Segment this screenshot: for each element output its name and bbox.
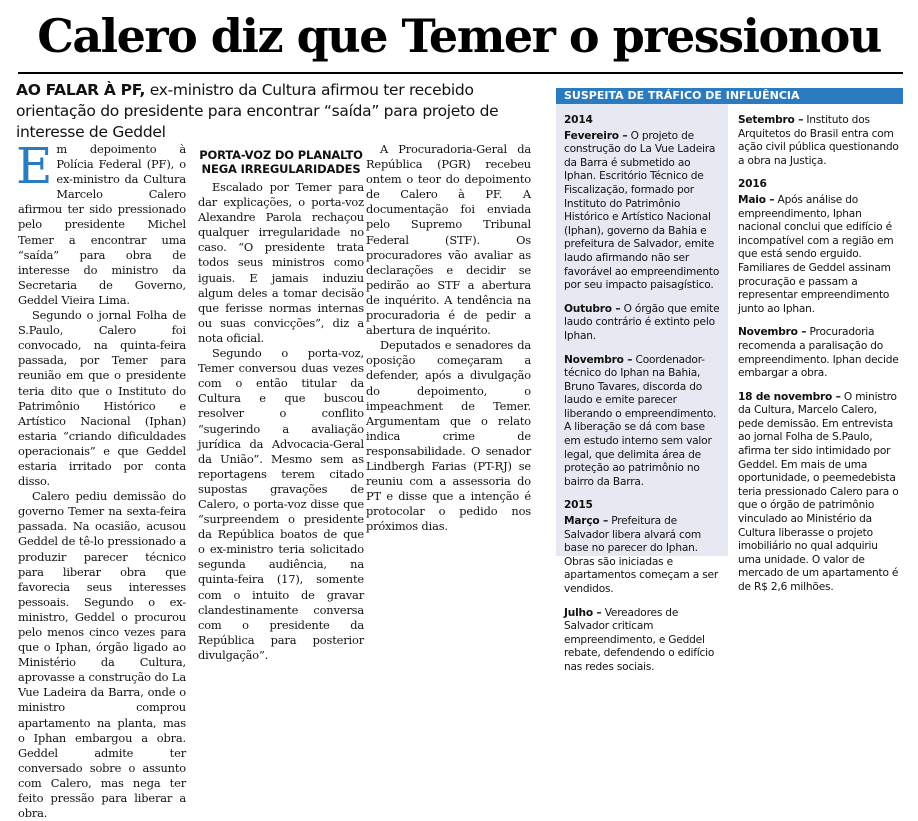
timeline-year-2016: 2016 — [738, 178, 767, 191]
timeline-entry — [564, 130, 720, 293]
article-paragraph-3: Calero pediu demissão do governo Temer na sexta-feira passada. Na ocasião, acusou Geddel de tê-lo pressionado a produzir parecer técnico para liberar obra que favorecia seus interesses pessoais. Segundo o ex-ministro, Geddel o procurou pelo menos cinco vezes para que o Iphan, órgão ligado ao Ministério da Cultura, aprovasse a construção do La Vue Ladeira da Barra, onde o ministro comprou apartamento na planta, mas o Iphan embargou a obra. Geddel admite ter conversado sobre o assunto com Calero, mas nega ter feito pressão para liberar a obra. — [18, 489, 186, 821]
timeline-entry — [564, 303, 720, 344]
article-column-1 — [16, 137, 186, 821]
timeline-entry — [564, 354, 720, 490]
article-paragraph-5: Segundo o porta-voz, Temer conversou duas vezes com o então titular da Cultura e que buscou resolver o conflito “sugerindo a avaliação jurídica da Advocacia-Geral da União”. Mesmo sem as reportagens terem citado supostas gravações de Calero, o porta-voz disse que “surpreendem o presidente da República boatos de que o ex-ministro teria solicitado segunda audiência, na quinta-feira (17), somente com o intuito de gravar clandestinamente conversa com o presidente da República para posterior divulgação”. — [198, 346, 364, 662]
timeline-entry — [564, 607, 720, 675]
article-paragraph-2: Segundo o jornal Folha de S.Paulo, Calero foi convocado, na quinta-feira passada, por Temer para reunião em que o presidente teria dito que o Instituto do Patrimônio Histórico e Artístico Nacional (Iphan) estaria “criando dificuldades operacionais” e que Geddel estaria irritado por conta disso. — [18, 308, 186, 489]
timeline-column-2 — [738, 114, 903, 605]
timeline-entry — [738, 326, 903, 380]
timeline-month: Julho – — [564, 606, 602, 619]
article-paragraph-4: Escalado por Temer para dar explicações, o porta-voz Alexandre Parola rechaçou qualquer irregularidade no caso. “O presidente trata todos seus ministros como iguais. E jamais induziu algum deles a tomar decisão que ferisse normas internas ou suas convicções”, diz a nota oficial. — [198, 180, 364, 345]
timeline-month: 18 de novembro – — [738, 390, 841, 403]
timeline-text: O ministro da Cultura, Marcelo Calero, pede demissão. Em entrevista ao jornal Folha de S.Paulo, afirma ter sido intimidado por Geddel. Em mais de uma oportunidade, o peemedebista teria pressionado Calero para o que o órgão de patrimônio vinculado ao Ministério da Cultura liberasse o projeto imobiliário no qual adquiriu uma unidade. O valor de mercado de um apartamento é de R$ 2,6 milhões. — [738, 390, 899, 593]
timeline-text: O projeto de construção do La Vue Ladeira da Barra é submetido ao Iphan. Escritório Técnico de Fiscalização, formado por Instituto do Patrimônio Histórico e Artístico Nacional (Iphan), governo da Bahia e prefeitura de Salvador, emite laudo afirmando não ser favorável ao empreendimento por seu impacto paisagístico. — [564, 129, 720, 292]
timeline-entry — [738, 114, 903, 168]
timeline-entry — [738, 194, 903, 316]
timeline-text: Prefeitura de Salvador libera alvará com base no parecer do Iphan. Obras são iniciadas e apartamentos começam a ser vendidos. — [564, 515, 718, 595]
article-column-2 — [198, 142, 364, 663]
timeline-column-1 — [564, 114, 720, 685]
deck-text: ex-ministro da Cultura afirmou ter recebido orientação do presidente para encontrar “saída” para projeto de interesse de Geddel — [16, 81, 499, 141]
deck-lead: AO FALAR À PF, — [16, 81, 146, 99]
sidebar-title: SUSPEITA DE TRÁFICO DE INFLUÊNCIA — [556, 88, 903, 104]
timeline-month: Setembro – — [738, 114, 804, 126]
article-text: m depoimento à Polícia Federal (PF), o ex-ministro da Cultura Marcelo Calero afirmou ter sido pressionado pelo presidente Michel Temer a encontrar uma “saída” para obra de interesse do ministro da Secretaria de Governo, Geddel Vieira Lima. — [18, 142, 186, 307]
article-column-3 — [366, 142, 531, 534]
headline-rule — [18, 72, 903, 74]
timeline-month: Março – — [564, 515, 609, 528]
headline: Calero diz que Temer o pressionou — [37, 9, 881, 63]
timeline-text: O órgão que emite laudo contrário é extinto pelo Iphan. — [564, 302, 720, 342]
timeline-entry — [738, 391, 903, 595]
drop-cap: E — [16, 137, 53, 195]
timeline-text: Após análise do empreendimento, Iphan nacional conclui que edifício é incompatível com a região em que está sendo erguido. Familiares de Geddel assinam procuração e passam a representar empreendimento junto ao Iphan. — [738, 193, 894, 315]
timeline-month: Outubro – — [564, 302, 621, 315]
article-paragraph-6: A Procuradoria-Geral da República (PGR) recebeu ontem o teor do depoimento de Calero à PF. A documentação foi enviada pelo Supremo Tribunal Federal (STF). Os procuradores vão avaliar as declarações e decidir se pedirão ao STF a abertura de inquérito. A tendência na procuradoria é de pedir a abertura de inquérito. — [366, 142, 531, 338]
timeline-text: Procuradoria recomenda a paralisação do empreendimento. Iphan decide embargar a obra. — [738, 326, 899, 380]
article-subhead: PORTA-VOZ DO PLANALTO NEGA IRREGULARIDADES — [199, 148, 363, 176]
timeline-year-2015: 2015 — [564, 499, 593, 512]
article-paragraph-7: Deputados e senadores da oposição começaram a defender, após a divulgação do depoimento, o impeachment de Temer. Argumentam que o relato indica crime de responsabilidade. O senador Lindbergh Farias (PT-RJ) se reuniu com a assessoria do PT e disse que a intenção é protocolar o pedido nos próximos dias. — [366, 338, 531, 534]
timeline-month: Novembro – — [564, 353, 633, 366]
timeline-text: Vereadores de Salvador criticam empreendimento, e Geddel rebate, defendendo o edifício nas redes sociais. — [564, 606, 715, 673]
timeline-month: Novembro – — [738, 326, 807, 339]
article-paragraph-1 — [16, 137, 186, 308]
timeline-month: Maio – — [738, 193, 775, 206]
timeline-text: Instituto dos Arquitetos do Brasil entra com ação civil pública questionando a obra na Justiça. — [738, 114, 899, 167]
deck — [16, 80, 536, 143]
timeline-year-2014: 2014 — [564, 114, 593, 126]
timeline-month: Fevereiro – — [564, 129, 628, 142]
timeline-text: Coordenador-técnico do Iphan na Bahia, Bruno Tavares, discorda do laudo e emite parecer liberando o empreendimento. A liberação se dá com base em estudo interno sem valor legal, que delimita área de proteção ao patrimônio no bairro da Barra. — [564, 353, 717, 488]
